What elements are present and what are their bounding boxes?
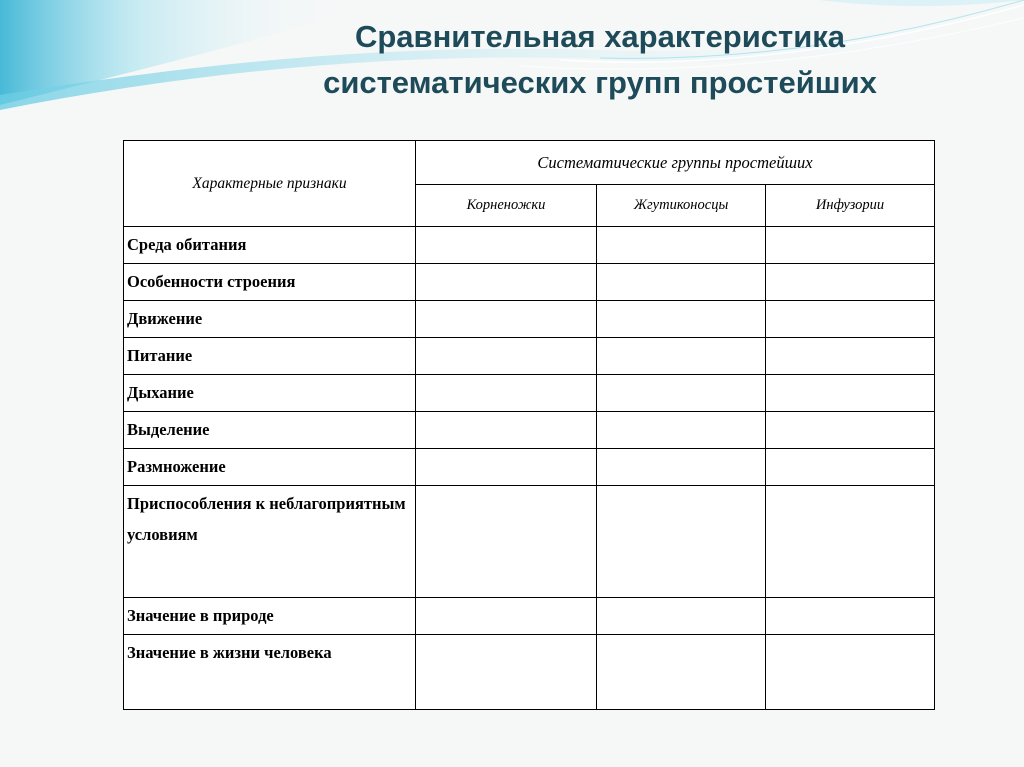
row-label-excretion: Выделение (124, 412, 416, 449)
table-cell (597, 449, 766, 486)
groups-header: Систематические группы простейших (416, 141, 935, 185)
table-cell (597, 486, 766, 598)
row-label-respiration: Дыхание (124, 375, 416, 412)
table-cell (766, 635, 935, 710)
row-label-movement: Движение (124, 301, 416, 338)
table-row (124, 449, 935, 486)
table-row (124, 598, 935, 635)
table-cell (597, 301, 766, 338)
table-row (124, 375, 935, 412)
table-cell (766, 264, 935, 301)
column-header-flagellata: Жгутиконосцы (597, 185, 766, 227)
column-header-ciliata: Инфузории (766, 185, 935, 227)
table-cell (597, 412, 766, 449)
table-cell (766, 412, 935, 449)
table-header-row (124, 141, 935, 185)
table-cell (416, 375, 597, 412)
slide-title-line-2: систематических групп простейших (323, 65, 877, 100)
row-label-role-in-nature: Значение в природе (124, 598, 416, 635)
slide-title-line-1: Сравнительная характеристика (354, 19, 846, 54)
table-row (124, 412, 935, 449)
table-cell (766, 598, 935, 635)
table-cell (766, 301, 935, 338)
features-header: Характерные признаки (124, 141, 416, 227)
table-cell (766, 227, 935, 264)
table-cell (766, 375, 935, 412)
row-label-reproduction: Размножение (124, 449, 416, 486)
comparison-table (123, 140, 935, 710)
table-row (124, 264, 935, 301)
table-row (124, 635, 935, 710)
table-cell (597, 227, 766, 264)
table-cell (597, 635, 766, 710)
row-label-habitat: Среда обитания (124, 227, 416, 264)
table-cell (597, 375, 766, 412)
row-label-role-for-humans: Значение в жизни человека (124, 635, 416, 710)
row-label-nutrition: Питание (124, 338, 416, 375)
table-cell (416, 264, 597, 301)
column-header-rhizopoda: Корненожки (416, 185, 597, 227)
table-cell (416, 635, 597, 710)
table-cell (597, 338, 766, 375)
table-cell (597, 598, 766, 635)
table-row (124, 338, 935, 375)
row-label-adaptations: Приспособления к неблагоприятным условиям (124, 486, 416, 598)
table-cell (597, 264, 766, 301)
slide-title (0, 14, 1024, 106)
table-row (124, 486, 935, 598)
table-cell (416, 449, 597, 486)
table-row (124, 301, 935, 338)
table-cell (766, 338, 935, 375)
row-label-structure: Особенности строения (124, 264, 416, 301)
table-cell (766, 449, 935, 486)
table-cell (416, 486, 597, 598)
table-cell (766, 486, 935, 598)
table-cell (416, 301, 597, 338)
table-row (124, 227, 935, 264)
table-cell (416, 412, 597, 449)
table-cell (416, 598, 597, 635)
table-cell (416, 227, 597, 264)
table-cell (416, 338, 597, 375)
